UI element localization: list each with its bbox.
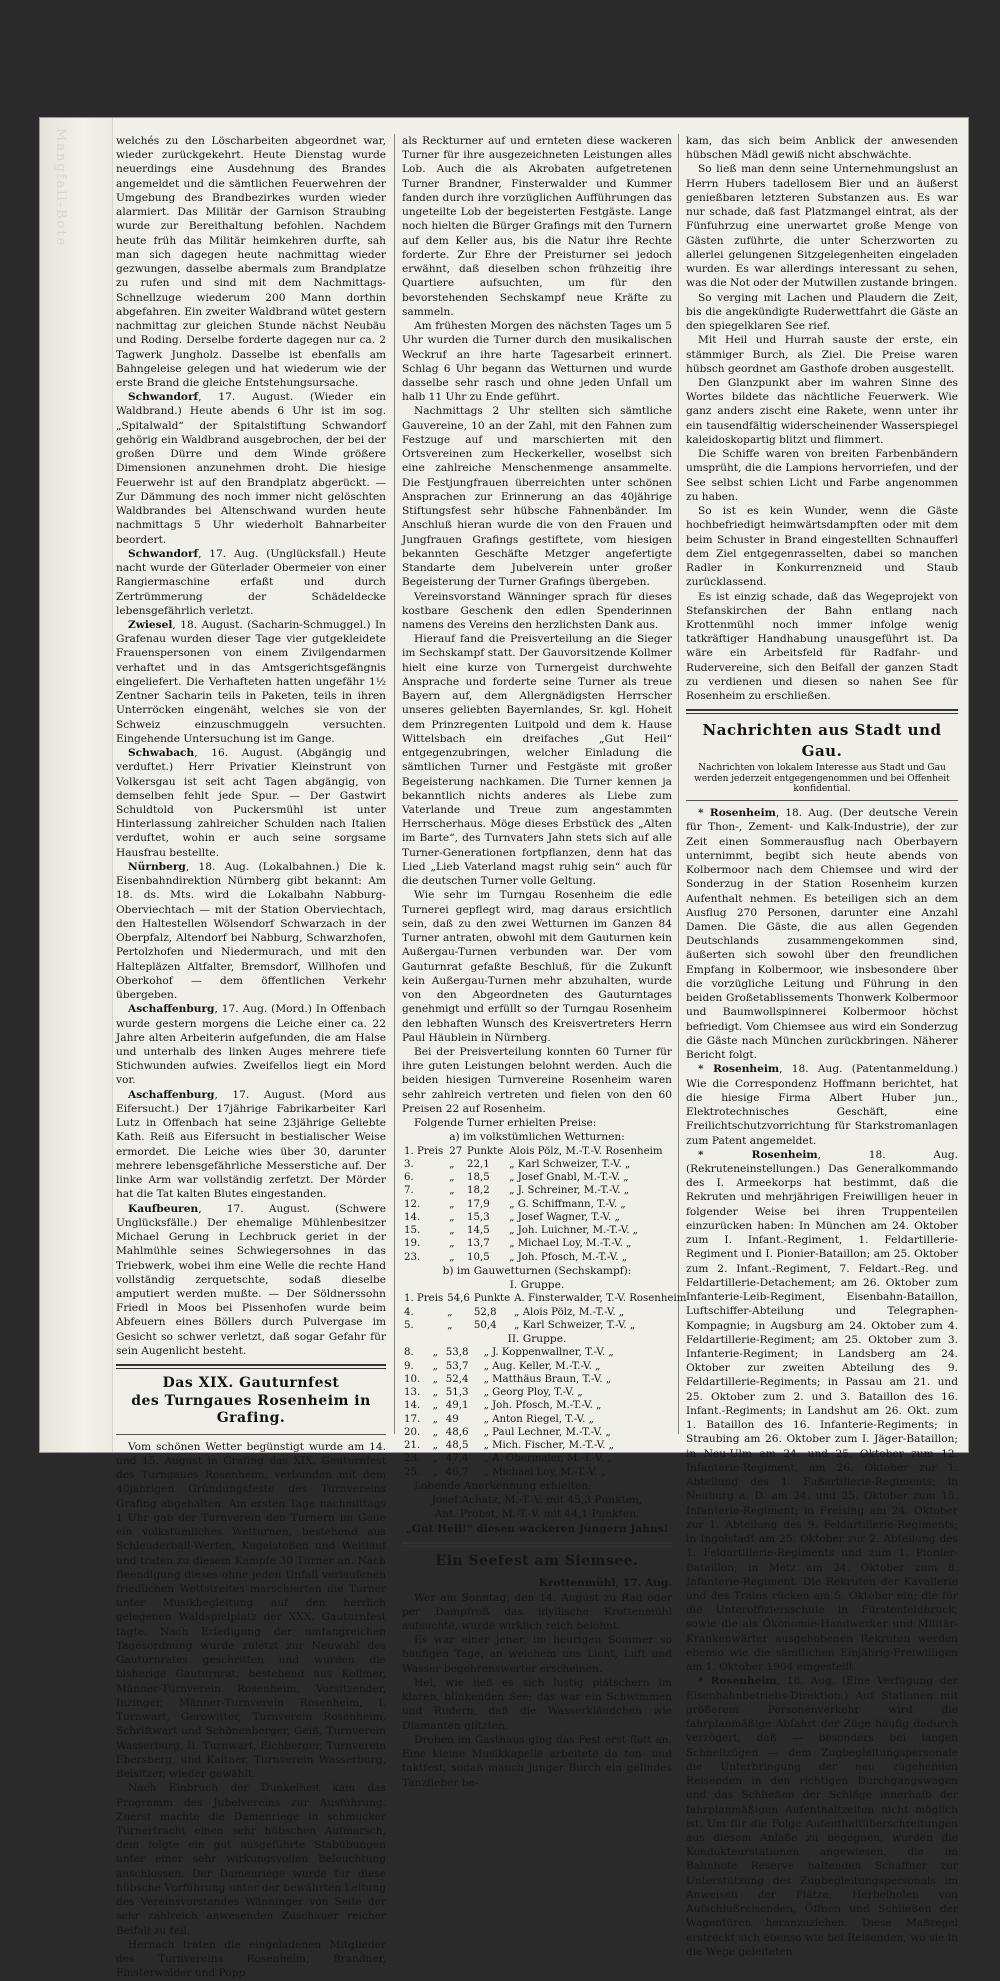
result-cell: „ Aug. Keller, M.-T.-V. „ [483,1360,601,1372]
result-cell: 48,5 [445,1440,469,1452]
result-cell: 49 [445,1413,459,1425]
article-text: Hierauf fand die Preisverteilung an die Sieger im Sechskampf statt. Der Gauvorsitzende Kollmer hielt eine kurze von Turnergeist durchwehte Ansprache und forderte seine Turner als treue Bayern auf, dem Allergnädigsten Herrscher unseres geliebten Bayernlandes, Sr. kgl. Hoheit dem Prinzregenten Luitpold und dem k. Hause Wittelsbach ein dreifaches „Gut Heil“ entgegenzubringen, welcher Einladung die sämtlichen Turner und Festgäste mit großer Begeisterung nachkamen. Die Turner kennen ja bekanntlich nichts anderes als Liebe zum Vaterlande und Treue zum angestammten Herrscherhaus. Möge dieses Erbstück des „Alten im Barte“, des Turnvaters Jahn stets sich auf alle Turner-Generationen fortpflanzen, denn hat das Lied „Lieb Vaterland magst ruhig sein“ auch für die deutschen Turner volle Geltung. [402,633,672,888]
result-cell: „ [449,1211,455,1223]
result-row [402,1452,672,1465]
headline-rule [116,1434,386,1435]
result-row [402,1145,672,1158]
result-cell: „ [449,1158,455,1170]
result-cell: „ [432,1400,438,1412]
news-text: , 16. August. (Abgängig und verduftet.) Herr Privatier Kleinstrunt von Volkersgau ist seit acht Tagen abgängig, von demselben fehlt jede Spur. — Der Gastwirt Schuldtold von Puckersmühl ist unter Hinterlassung zahlreicher Schulden nach Italien verduftet, wohin er auch seine sorgsame Hausfrau bestellte. [116,747,386,859]
news-text: , 18. Aug. (Lokalbahnen.) Die k. Eisenbahndirektion Nürnberg gibt bekannt: Am 18. ds. Mts. wird die Lokalbahn Nabburg-Oberviechtach — mit der Station Oberviechtach, den Haltestellen Wölsendorf Schwarzach in der Oberpfalz, Altendorf bei Nabburg, Schwarzhofen, Pertolzhofen und Niedermurach, und mit den Haltepläzen Altfalter, Bremsdorf, Willhofen und Oberkohof — dem öffentlichen Verkehr übergeben. [116,860,386,1002]
news-item [116,1002,386,1087]
result-cell: „ [447,1306,453,1318]
section-divider [402,1542,672,1547]
result-row [402,1211,672,1224]
result-cell: 52,8 [473,1306,497,1318]
result-cell: „ [432,1453,438,1465]
column-rule [394,134,395,1434]
honorable-mention: Josef Achatz, M.-T.-V. mit 45,3 Punkten, [431,1494,643,1507]
result-cell: „ [432,1466,438,1478]
result-cell: 54,6 [447,1293,470,1305]
news-text: , 17. Aug. (Unglücksfall.) Heute nacht wurde der Güterlader Obermeier von einer Rangiermaschine erfaßt und durch Zertrümmerung der Schädeldecke lebensgefährlich verletzt. [116,547,386,617]
result-cell: 23. [404,1453,421,1465]
headline-line-2: des Turngaues Rosenheim in Grafing. [131,1392,371,1427]
article-text: So ist es kein Wunder, wenn die Gäste hochbefriedigt heimwärtsdampften oder mit dem beim Schuster in Brand eingestellten Schnaufferl dem Ziel entgegenrasselten, dabei so manchen Radler in Konkurrenzneid und Staub zurücklassend. [686,505,958,589]
article-text: Vom schönen Wetter begünstigt wurde am 14. und 15. August in Grafing das XIX. Gauturnfest des Turngaues Rosenheim, verbunden mit dem 40jährigen Gründungsfeste des Turnvereins Grafing abgehalten. Am ersten Tage nachmittags 1 Uhr gab der Turnverein den Turnern im Gaue ein volkstümliches Wetturnen, bestehend aus Schleuderball-Werfen, Kugelstoßen und Weitlauf und traten zu diesem Kampfe 30 Turner an. Nach Beendigung dieses ohne jeden Unfall verlaufenen friedlichen Wettstreites marschierten die Turner unter Musikbegleitung auf den herrlich gelegenen Waldspielplatz der XXX. Gauturnfest tagte. Nach Erledigung der umfangreichen Tagesordnung wurde zuletzt zur Neuwahl des Gauturnrates geschritten und wurden die bisherige Gauturnrat, bestehend aus Kollmer, Männer-Turnverein Rosenheim, Vorsitzender, Inzinger, Männer-Turnverein Rosenheim, I. Turnwart, Gerowitter, Turnverein Rosenheim, Schriftwart und Schönenberger, Geiß, Turnverein Wasserburg, II. Turnwart, Eichberger, Turnverein Ebersberg, und Kaltner, Turnverein Wasserburg, Beisitzer, wieder gewählt. [116,1440,386,1781]
result-row [402,1237,672,1250]
result-cell: 50,4 [473,1319,497,1331]
honorable-mention-head: Lobende Anerkennung erhielten: [414,1479,592,1492]
result-cell: 14,5 [467,1225,490,1237]
honorable-mention: Ant. Probst, M.-T.-V. mit 44,1 Punkten. [434,1508,640,1521]
result-cell: 19. [404,1238,421,1250]
news-item [116,1088,386,1202]
result-cell: 14. [404,1400,421,1412]
result-cell: „ [432,1387,438,1399]
news-text: , 17. August. (Wieder ein Waldbrand.) Heute abends 6 Uhr ist im sog. „Spitalwald“ der Spitalstiftung Schwandorf gehörig ein Waldbrand ausgebrochen, der bei der großen Dürre und dem Winde größere Dimensionen anzunehmen droht. Die hiesige Feuerwehr ist auf den Brandplatz abgerückt. — Zur Dämmung des noch immer nicht gelöschten Waldbrandes bei Altenschwand wurden heute nachmittags 5 Uhr wiederholt Bahnarbeiter beordert. [116,391,386,546]
result-row [402,1251,672,1264]
section-divider [116,1364,386,1369]
result-row [402,1439,672,1452]
result-cell: „ [447,1319,453,1331]
results-table-a [402,1145,672,1264]
result-cell: 23. [404,1251,421,1263]
result-cell: „ [432,1360,438,1372]
article-text: Hei, wie ließ es sich lustig plätschern im klaren, blinkenden See; das war ein Schwimmen und Rudern, daß die Wasserkläudchen wie Diamanten glitzten. [402,1676,672,1732]
place-name: Aschaffenburg [128,1088,215,1101]
result-cell: 10,5 [467,1251,490,1263]
result-cell: „ [432,1373,438,1385]
column-3 [686,134,959,1958]
result-cell: „ G. Schiffmann, T.-V. „ [509,1198,626,1210]
place-name: Schwabach [128,747,195,760]
result-cell: „ Anton Riegel, T.-V. „ [483,1413,594,1425]
result-cell: 22,1 [467,1158,490,1170]
place-name: Nürnberg [128,860,186,873]
result-cell: 14. [404,1211,421,1223]
article-text: Nachmittags 2 Uhr stellten sich sämtliche Gauvereine, 10 an der Zahl, mit den Fahnen zum Festzuge auf und marschierten mit den Ortsvereinen zum Heckerkeller, woselbst sich eine zahlreiche Menschenmenge ansammelte. Die Festjungfrauen überreichten unter schönen Ansprachen zur Erinnerung an das 40jährige Stiftungsfest sehr hübsche Fahnenbänder. Im Anschluß hieran wurde die von den Frauen und Jungfrauen Grafings gestiftete, vom hiesigen bekannten Geschäfte Metzger angefertigte Standarte dem Jubelverein unter großer Begeisterung der Turner Grafings übergeben. [402,405,672,589]
article-text: Nach Einbruch der Dunkelheit kam das Programm des Jubelvereins zur Ausführung. Zuerst machte die Damenriege in schmucker Turnertracht einen sehr hübschen Aufmarsch, dem folgte ein gut ausgeführte Stabübungen unter einer sehr wirkungsvollen Beleuchtung anschlossen. Der Damenriege wurde für diese hübsche Vorführung unter der bewährten Leitung des Vereinsvorstandes Wänninger von Seite der sehr zahlreich anwesenden Zuschauer reicher Beifall zu teil. [116,1782,386,1937]
result-row [402,1171,672,1184]
result-cell: 10. [404,1373,421,1385]
result-cell: „ Mich. Fischer, M.-T.-V. „ [483,1440,614,1452]
result-cell: 21. [404,1440,421,1452]
result-row [402,1426,672,1439]
result-cell: „ Karl Schweizer, T.-V. „ [514,1319,636,1331]
column-2 [402,134,687,1789]
news-item [686,1674,958,1959]
result-row [402,1386,672,1399]
article-headline: Ein Seefest am Siemsee. [435,1552,639,1569]
result-cell: Punkte [467,1145,504,1157]
results-section-a: a) im volkstümlichen Wetturnen: [449,1131,625,1144]
result-cell: „ Michael Loy, M.-T.-V. „ [509,1238,632,1250]
results-section-b: b) im Gauwetturnen (Sechskampf): [442,1264,632,1277]
result-cell: 12. [404,1198,421,1210]
result-cell: 27 [449,1145,463,1157]
result-row [402,1224,672,1237]
result-cell: „ Josef Gnabl, M.-T.-V. „ [509,1172,629,1184]
result-cell: 4. [404,1306,414,1318]
news-text: , 18. August. (Sacharin-Schmuggel.) In Grafenau wurden dieser Tage vier gutgekleidete Frauenspersonen von einem Zivilgendarmen verhaftet und in das Amtsgerichtsgefängnis eingeliefert. Die Verhafteten hatten ungefähr 1½ Zentner Sacharin teils in Paketen, teils in ihren Unterröcken eingenäht, welches sie von der Schweiz einzuschmuggeln versuchten. Eingehende Untersuchung ist im Gange. [116,618,386,745]
article-text: Wer am Sonntag, den 14. August zu Rad oder per Dampfroß das idyllische Krottenmühl aufsuchte, wurde wirklich reich belohnt. [402,1591,672,1632]
result-cell: 48,6 [445,1426,469,1438]
article-text: Hernach traten die eingeladenen Mitglieder des Turnvereins Rosenheim, Brandner, Finsterwalder und Popp [116,1938,386,1980]
result-cell: „ [449,1185,455,1197]
article-text: So verging mit Lachen und Plaudern die Zeit, bis die angekündigte Ruderwettfahrt die Gäste an den spiegelklaren See rief. [686,291,958,333]
result-cell: 1. Preis [404,1145,444,1157]
place-name: Kaufbeuren [128,1202,199,1215]
place-name: * Rosenheim [698,1675,777,1688]
result-cell: 5. [404,1319,414,1331]
article-text: Am frühesten Morgen des nächsten Tages um 5 Uhr wurden die Turner durch den musikalischen Weckruf an ihre harte Tagesarbeit erinnert. Schlag 6 Uhr begann das Wetturnen und wurde dasselbe sehr rasch und ohne jeden Unfall um halb 11 Uhr zu Ende geführt. [402,320,672,404]
result-cell: „ Georg Ploy, T.-V. „ [483,1387,583,1399]
result-row [402,1198,672,1211]
result-cell: A. Finsterwalder, T.-V. Rosenheim [514,1293,687,1305]
result-cell: 49,1 [445,1400,469,1412]
news-text: , 18. Aug. (Rekruteneinstellungen.) Das Generalkommando des I. Armeekorps hat bestimmt, daß die Rekruten und mehrjährigen Freiwilligen heuer in folgender Weise bei ihren Truppenteilen einzurücken haben: In München am 24. Oktober zum I. Infant.-Regiment, 1. Feldartillerie-Regiment und I. Pionier-Bataillon; am 25. Oktober zum 2. Infant.-Regiment, 7. Feldart.-Reg. und Feldartillerie-Detachement; am 26. Oktober zum Infanterie-Leib-Regiment, Eisenbahn-Bataillon, Luftschiffer-Abteilung und Telegraphen-Kompagnie; in Augsburg am 24. Oktober zum 4. Feldartillerie-Regiment; am 25. Oktober zum 3. Infanterie-Regiment; in Landsberg am 24. Oktober zur zweiten Abteilung des 9. Feldartillerie-Regiments; in Passau am 21. und 25. Oktober zum 2. und 3. Bataillon des 16. Infant.-Regiments; in Landshut am 26. Okt. zum 1. Bataillon des 16. Infanterie-Regiments; in Straubing am 26. Oktober zum I. Jäger-Bataillon; in Neu-Ulm am 24. und 25. Oktober zum 12. Infanterie-Regiment, am 26. Oktober zur 1. Abteilung des 1. Fußartillerie-Regiments; in Neuburg a. D. am 24. und 25. Oktober zum 15. Infanterie-Regiment; in Freising am 24. Oktober zur 1. Abteilung des 9. Feldartillerie-Regiments; in Ingolstadt am 25. Oktober zur 2. Abteilung des 1. Feldartillerie-Regiments und zum 1. Pionier-Bataillon; in Metz am 24. Oktober zum 8. Infanterie-Regiment. Die Rekruten der Kavallerie und des Trains rücken am 5. Oktober ein; die für die Unteroffiziersschule in Fürstenfeldbruck, sowie die als Ökonomie-Handwerker und Militär-Krankenwärter ausgehobenen Rekruten werden ebenso wie die sämtlichen Einjährig-Freiwilligen am 1. Oktober 1904 eingestellt. [686,1148,958,1674]
result-row [402,1346,672,1359]
result-cell: „ [432,1440,438,1452]
result-row [402,1466,672,1479]
news-item [116,618,386,746]
result-row [402,1306,688,1319]
place-name: Aschaffenburg [128,1003,215,1016]
result-cell: „ [449,1238,455,1250]
section-subheadline: Nachrichten von lokalem Interesse aus Stadt und Gau werden jederzeit entgegengenommen und bei Offenheit konfidential. [694,762,950,795]
place-name: * Rosenheim [698,1063,780,1076]
result-cell: 6. [404,1172,414,1184]
result-cell: „ J. Schreiner, M.-T.-V. „ [509,1185,630,1197]
result-cell: „ [432,1413,438,1425]
column-rule [678,134,679,1434]
section-divider [686,709,958,714]
result-cell: „ Alois Pölz, M.-T.-V. „ [514,1306,625,1318]
column-1 [116,134,386,1980]
result-cell: 3. [404,1158,414,1170]
result-cell: 20. [404,1426,421,1438]
news-item [686,1148,958,1675]
result-row [402,1292,688,1305]
result-cell: „ [449,1172,455,1184]
result-cell: Alois Pölz, M.-T.-V. Rosenheim [509,1145,663,1157]
result-row [402,1413,672,1426]
news-text: , 17. August. (Mord aus Eifersucht.) Der 17jährige Fabrikarbeiter Karl Lutz in Offenbach hat seine 23jährige Geliebte Kath. Reiß aus Eifersucht in bestialischer Weise ermordet. Die Leiche wies über 30, darunter mehrere lebensgefährliche Messerstiche auf. Der linke Arm war vollständig zerfetzt. Der Mörder hat die Tat kalten Blutes eingestanden. [116,1088,386,1201]
news-item [116,860,386,1002]
result-cell: 18,5 [467,1172,490,1184]
article-text: Den Glanzpunkt aber im wahren Sinne des Wortes bildete das nächtliche Feuerwerk. Wie ganz anders zischt eine Rakete, wenn unter ihr ein tausendfältig widerscheinender Wasserspiegel kaleidoskopartig blitzt und flimmert. [686,376,958,446]
article-text: Die Schiffe waren von breiten Farbenbändern umsprüht, die die Lampions hervorriefen, und der See selbst schien Licht und Farbe angenommen zu haben. [686,448,958,503]
result-cell: „ Joh. Pfosch, M.-T.-V. „ [509,1251,628,1263]
article-text: Es ist einzig schade, daß das Wegeprojekt von Stefanskirchen der Bahn entlang nach Krottenmühl noch immer infolge wenig tatkräftiger Handhabung unausgeführt ist. Da wäre ein Arbeitsfeld für Radfahr- und Rudervereine, sich den Beifall der ganzen Stadt zu verdienen und diesen so nahen See für Rosenheim zu erschließen. [686,590,958,703]
result-cell: „ Joh. Pfosch, M.-T.-V. „ [483,1400,602,1412]
article-text: als Reckturner auf und ernteten diese wackeren Turner für ihre ausgezeichneten Leistungen alles Lob. Auch die als Akrobaten aufgetretenen Turner Brandner, Finsterwalder und Kummer fanden durch ihre vorzüglichen Aufführungen das ungeteilte Lob der begeisterten Festgäste. Lange noch hielten die Bürger Grafings mit den Turnern auf dem Keller aus, bis die Natur ihre Rechte forderte. Zur Ehre der Preisturner sei jedoch erwähnt, daß dieselben schon frühzeitig ihre Quartiere aufsuchten, um für den bevorstehenden Sechskampf neue Kräfte zu sammeln. [402,135,672,318]
group-label: II. Gruppe. [507,1333,567,1346]
headline-line-1: Das XIX. Gauturnfest [162,1375,340,1392]
newspaper-page [40,118,968,1980]
result-cell: „ Karl Schweizer, T.-V. „ [509,1158,631,1170]
result-row [402,1360,672,1373]
place-name: * Rosenheim [698,807,776,820]
article-text: Es war einer jener, im heurigen Sommer so häufigen Tage, an welchem uns Licht, Luft und Wasser begehrenswerter erscheinen. [402,1634,672,1675]
result-cell: „ A. Obermaier, M.-T.-V. „ [483,1453,613,1465]
place-name: Schwandorf [128,547,199,560]
news-item [686,1062,958,1147]
result-cell: 13. [404,1387,421,1399]
result-cell: „ [432,1347,438,1359]
binding-stamp: Mangfall‑Bote [53,128,68,248]
result-cell: 25. [404,1466,421,1478]
dateline: Krottenmühl, 17. Aug. [538,1577,672,1590]
result-cell: „ [449,1198,455,1210]
article-text: kam, das sich beim Anblick der anwesenden hübschen Mädl gewiß nicht abschwächte. [686,135,958,162]
result-cell: „ J. Koppenwallner, T.-V. „ [483,1347,614,1359]
result-cell: „ [449,1225,455,1237]
place-name: Zwiesel [128,618,173,631]
results-table-b1 [402,1292,688,1332]
article-text: Folgende Turner erhielten Preise: [414,1117,597,1130]
result-cell: 9. [404,1360,414,1372]
result-cell: „ Michael Loy, M.-T.-V. „ [483,1466,606,1478]
news-text: , 17. Aug. (Mord.) In Offenbach wurde gestern morgens die Leiche einer ca. 22 Jahre alten Arbeiterin aufgefunden, die am Halse und unterhalb des linken Auges mehrere tiefe Stichwunden aufwies. Zweifellos liegt ein Mord vor. [116,1003,386,1087]
article-headline [116,1375,386,1428]
news-item [116,390,386,547]
section-headline: Nachrichten aus Stadt und Gau. [702,721,942,760]
closing-salute: „Gut Heil!“ diesen wackeren Jüngern Jahns! [405,1522,669,1535]
result-cell: 15,3 [467,1211,490,1223]
result-row [402,1158,672,1171]
news-text: , 18. Aug. (Patentanmeldung.) Wie die Correspondenz Hoffmann berichtet, hat die hiesige Firma Albert Huber jun., Elektrotechnisches Geschäft, eine Freilichtschutzvorrichtung für Starkstromanlagen zum Patent angemeldet. [686,1063,958,1147]
place-name: Schwandorf [128,391,199,404]
result-cell: 53,8 [445,1347,469,1359]
result-cell: „ Josef Wagner, T.-V. „ [509,1211,620,1223]
result-cell: Punkte [473,1293,511,1305]
article-text: Bei der Preisverteilung konnten 60 Turner für ihre guten Leistungen belohnt werden. Auch die beiden hiesigen Turnvereine Rosenheim waren sehr zahlreich vertreten und fielen von den 60 Preisen 22 auf Rosenheim. [402,1046,672,1115]
result-row [402,1319,688,1332]
result-row [402,1373,672,1386]
result-row [402,1184,672,1197]
result-cell: 17. [404,1413,421,1425]
news-item [686,806,958,1062]
news-item [116,746,386,860]
results-table-b2 [402,1346,672,1479]
result-cell: „ [432,1426,438,1438]
result-cell: 46,7 [445,1466,469,1478]
result-cell: „ Joh. Luichner, M.-T.-V. „ [509,1225,638,1237]
news-text: , 18. Aug. (Eine Verfügung der Eisenbahnbetriebs-Direktion.) Auf Stationen mit größerem Personenverkehr wird die fahrplanmäßige Abfahrt der Züge häufig dadurch verzögert, daß — besonders bei langen Schnellzügen — dem Zugbegleitungspersonale die Unterbringung der neu zugehenden Reisenden in den richtigen Durchgangswagen und das Schließen der Schläge innerhalb der fahrplanmäßigen Aufenthaltzeiten nicht möglich ist. Um für die Folge Aufenthaltüberschreitungen aus diesem Anlaße zu begegnen, wurden die Kondukteurstationen angewiesen, die im Bahnhofe Reserve haltenden Schaffner zur Unterstützung des Zugbegleitungspersonals im Anweisen der Plätze, Herbeiholen von Aufschlußreisenden, Öffnen und Schließen der Wagentüren heranzuziehen. Diese Maßregel erstreckt sich ebenso wie bei Reisenden, wo sie in die Wege geleiteten [686,1675,958,1958]
article-text: So ließ man denn seine Unternehmungslust an Herrn Hubers tadellosem Bier und an äußerst genießbaren letzteren Substanzen aus. Es war nur schade, daß fast Platzmangel eintrat, als der Fünfuhrzug eine unerwartet große Menge von Gästen zuführte, die unter Scherzworten zu allerlei gelungenen Sitzgelegenheiten eingeladen wurden. Es war allerdings interessant zu sehen, was die Not oder der Mutwillen zustande bringen. [686,163,958,290]
article-text: Vereinsvorstand Wänninger sprach für dieses kostbare Geschenk den edlen Spenderinnen namens des Vereins den herzlichsten Dank aus. [402,590,672,631]
result-cell: 8. [404,1347,414,1359]
result-cell: 17,9 [467,1198,490,1210]
article-text: Droben im Gasthaus ging das Fest erst flott an. Eine kleine Musikkapelle arbeitete da ton- und taktfest, sodaß manch junger Burch ein gelindes Tanzfieber be- [402,1733,672,1789]
result-cell: 52,4 [445,1373,469,1385]
result-row [402,1399,672,1412]
result-cell: „ Matthäus Braun, T.-V. „ [483,1373,612,1385]
page-binding [40,118,113,1452]
group-label: I. Gruppe. [509,1279,565,1292]
result-cell: 47,4 [445,1453,469,1465]
result-cell: 13,7 [467,1238,490,1250]
news-text: , 17. August. (Schwere Unglücksfälle.) Der ehemalige Mühlenbesitzer Michael Gerung in Lechbruck geriet in der Mahlmühle seines Schwiegersohnes in das Triebwerk, wobei ihm eine Welle die rechte Hand vollständig zerquetschte, sodaß dieselbe amputiert werden mußte. — Der Söldnerssohn Friedl in Moos bei Pissenhofen wurde beim Abfeuern eines Böllers durch Pulvergase im Gesicht so schwer verletzt, daß sogar Gefahr für sein Augenlicht besteht. [116,1202,386,1357]
result-cell: „ Paul Lechner, M.-T.-V. „ [483,1426,611,1438]
news-item [116,547,386,618]
place-name: * Rosenheim [698,1148,818,1161]
news-text: , 18. Aug. (Der deutsche Verein für Thon-, Zement- und Kalk-Industrie), der zur Zeit einen Sommerausflug nach Oberbayern unternimmt, begibt sich heute abends von Kolbermoor nach dem Chiemsee und wird der Sonderzug in der Station Rosenheim kurzen Aufenthalt nehmen. Es beteiligen sich an dem Ausflug 270 Personen, darunter eine Anzahl Damen. Die Gäste, die aus allen Gegenden Deutschlands zusammengekommen sind, äußerten sich sowohl über den freundlichen Empfang in Kolbermoor, wie insbesondere über die vorzügliche Leitung und Führung in den beiden Großetablissements Thonwerk Kolbermoor und Baumwollspinnerei Kolbermoor höchst befriedigt. Vom Chiemsee aus wird ein Sonderzug die Gäste nach München zurückbringen. Näherer Bericht folgt. [686,807,959,1062]
news-item [116,1202,386,1359]
result-cell: „ [449,1251,455,1263]
result-cell: 7. [404,1185,414,1197]
result-cell: 53,7 [445,1360,469,1372]
article-text: welchés zu den Löscharbeiten abgeordnet war, wieder zurückgekehrt. Heute Dienstag wurde neuerdings eine Ausdehnung des Brandes angemeldet und die sämtlichen Feuerwehren der Umgebung des Brandbezirkes wurden wieder alarmiert. Das Militär der Garnison Straubing wurde zur Bereithaltung befohlen. Nachdem heute früh das Militär heimkehren durfte, sah man sich dagegen heute nachmittag wieder gezwungen, dasselbe abermals zum Brandplatze zu rufen und sind mit dem Nachmittags-Schnellzuge wiederum 200 Mann dorthin abgefahren. Ein zweiter Waldbrand wütet gestern nachmittag zur gleichen Stunde nächst Neubäu und Roding. Derselbe forderte dagegen nur ca. 2 Tagwerk Jungholz. Dasselbe ist ebenfalls am Bahngeleise gelegen und hat wiederum wie der erste Brand die gleiche Entstehungsursache. [116,135,386,389]
article-text: Mit Heil und Hurrah sauste der erste, ein stämmiger Burch, als Ziel. Die Preise waren hübsch geordnet am Gasthofe droben ausgestellt. [686,334,958,375]
article-text: Wie sehr im Turngau Rosenheim die edle Turnerei gepflegt wird, mag daraus ersichtlich sein, daß zu den zwei Wetturnen im Ganzen 84 Turner antraten, obwohl mit dem Gauturnen kein Außergau-Turnen verbunden war. Der vom Gauturnrat gefaßte Beschluß, für die Zukunft kein Außergau-Turnen mehr abzuhalten, wurde von den Abgeordneten des Gauturntages genehmigt und erfüllt so der Turngau Rosenheim den lebhaften Wunsch des Kreisvertreters Herrn Paul Häublein in Nürnberg. [402,889,672,1044]
result-cell: 15. [404,1225,421,1237]
result-cell: 18,2 [467,1185,490,1197]
headline-rule [686,800,958,801]
result-cell: 51,3 [445,1387,469,1399]
result-cell: 1. Preis [404,1293,444,1305]
